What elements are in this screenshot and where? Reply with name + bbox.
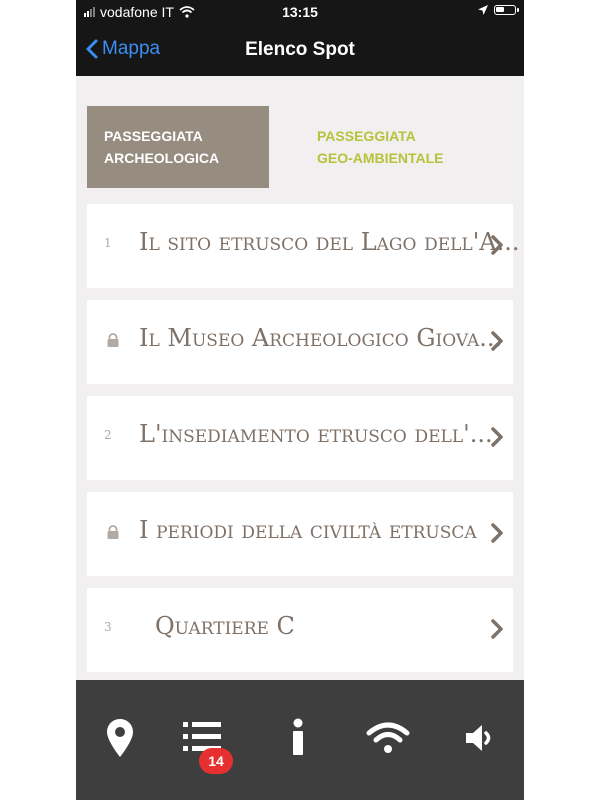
carrier-label: vodafone IT — [100, 4, 174, 20]
spot-number: 2 — [104, 428, 112, 442]
list-item[interactable] — [87, 588, 513, 672]
bottom-tab-bar — [76, 680, 524, 800]
lock-icon — [106, 525, 120, 539]
chevron-right-icon — [490, 330, 504, 352]
spot-number: 3 — [104, 620, 112, 634]
chevron-right-icon — [490, 426, 504, 448]
wifi-icon[interactable] — [366, 722, 410, 754]
list-item[interactable] — [87, 396, 513, 480]
spot-title: Il sito etrusco del Lago dell'A... — [139, 228, 520, 256]
spot-title: I periodi della civiltà etrusca — [139, 516, 477, 544]
chevron-right-icon — [490, 618, 504, 640]
status-time: 13:15 — [282, 4, 318, 20]
tab-label-line1: PASSEGGIATA — [317, 128, 416, 144]
spot-title: L'insediamento etrusco dell'... — [139, 420, 493, 448]
info-icon[interactable] — [290, 718, 306, 756]
lock-icon — [106, 333, 120, 347]
tab-archeologica[interactable] — [87, 106, 269, 188]
chevron-right-icon — [490, 234, 504, 256]
chevron-right-icon — [490, 522, 504, 544]
tab-label-line2: GEO-AMBIENTALE — [317, 150, 444, 166]
list-item[interactable] — [87, 204, 520, 288]
list-item[interactable] — [87, 300, 513, 384]
notification-badge: 14 — [199, 748, 233, 774]
location-arrow-icon — [478, 5, 488, 15]
navigation-bar — [76, 26, 524, 76]
tab-label-line2: ARCHEOLOGICA — [104, 150, 220, 166]
battery-icon — [494, 5, 516, 15]
spot-number: 1 — [104, 236, 112, 250]
back-label: Mappa — [102, 38, 161, 59]
list-item[interactable] — [87, 492, 513, 576]
spot-list — [87, 204, 520, 684]
page-title: Elenco Spot — [245, 39, 355, 60]
map-pin-icon[interactable] — [106, 718, 134, 758]
walk-tabs — [87, 106, 513, 188]
volume-icon[interactable] — [466, 724, 496, 752]
spot-title: Il Museo Archeologico Giova... — [139, 324, 503, 352]
tab-label-line1: PASSEGGIATA — [104, 128, 203, 144]
status-bar — [76, 0, 524, 26]
tab-geo-ambientale[interactable] — [269, 106, 513, 188]
status-right — [478, 5, 516, 15]
spot-title: Quartiere C — [155, 612, 295, 640]
phone-screen — [76, 0, 524, 800]
